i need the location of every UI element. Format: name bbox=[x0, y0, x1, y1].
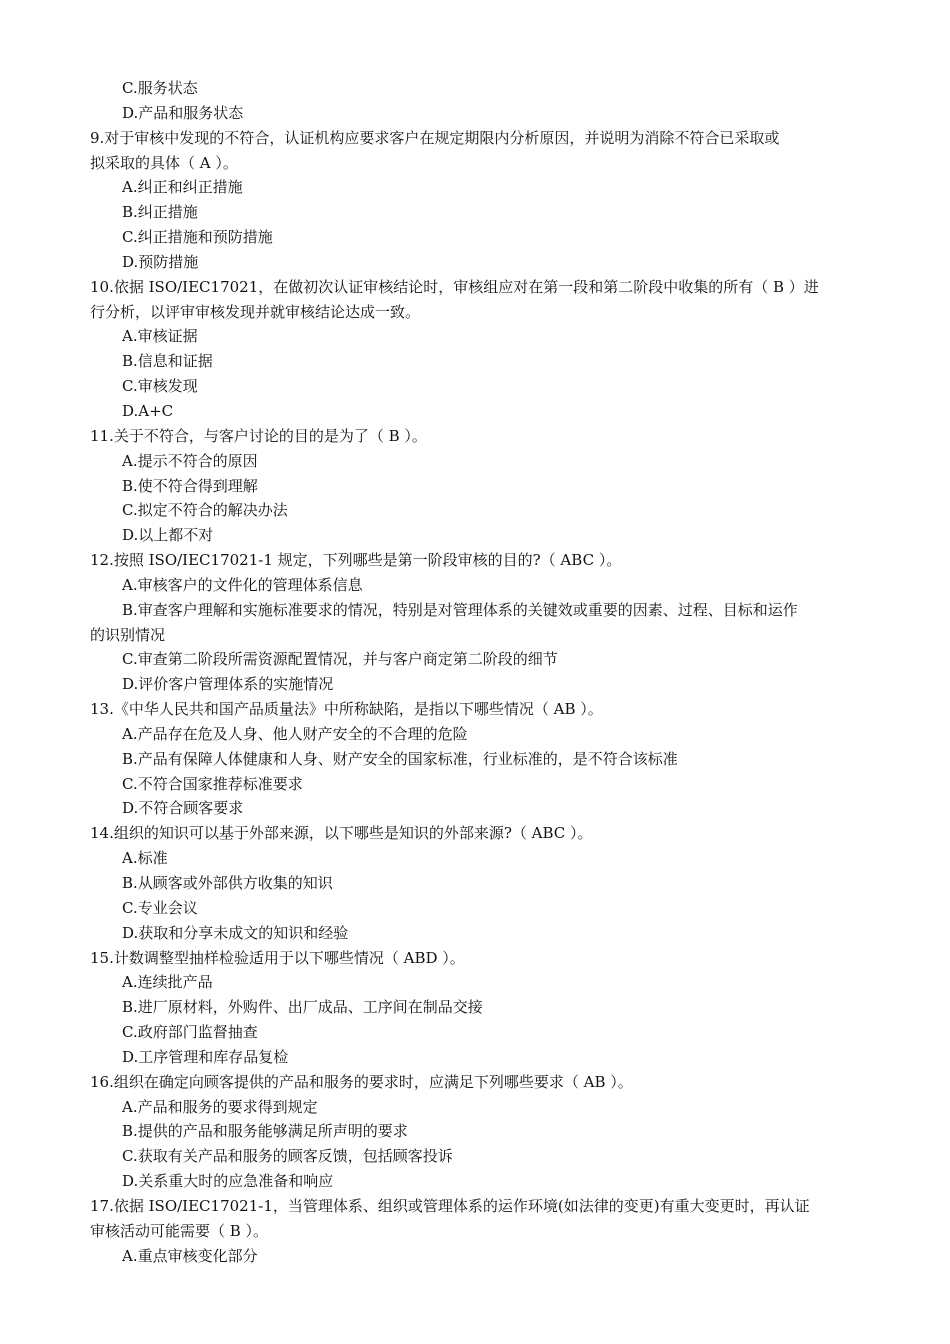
answer-option: D.以上都不对 bbox=[122, 526, 214, 545]
answer-option: A.连续批产品 bbox=[122, 973, 213, 992]
answer-option: D.产品和服务状态 bbox=[122, 103, 244, 122]
answer-option: D.预防措施 bbox=[122, 252, 199, 271]
question-text: 16.组织在确定向顾客提供的产品和服务的要求时，应满足下列哪些要求（ AB ）。 bbox=[90, 1072, 633, 1091]
answer-option: C.审查第二阶段所需资源配置情况，并与客户商定第二阶段的细节 bbox=[122, 650, 558, 669]
answer-option: B.使不符合得到理解 bbox=[122, 476, 258, 495]
answer-option: A.产品存在危及人身、他人财产安全的不合理的危险 bbox=[122, 724, 468, 743]
question-text: 15.计数调整型抽样检验适用于以下哪些情况（ ABD ）。 bbox=[90, 948, 465, 967]
answer-option: D.工序管理和库存品复检 bbox=[122, 1047, 289, 1066]
answer-option: D.A+C bbox=[122, 401, 174, 420]
question-text-continued: 行分析，以评审审核发现并就审核结论达成一致。 bbox=[90, 302, 421, 321]
question-text-continued: 拟采取的具体（ A ）。 bbox=[90, 153, 238, 172]
answer-option: B.纠正措施 bbox=[122, 203, 198, 222]
question-text: 11.关于不符合，与客户讨论的目的是为了（ B ）。 bbox=[90, 426, 427, 445]
question-list bbox=[90, 76, 862, 1269]
answer-option: A.纠正和纠正措施 bbox=[122, 178, 243, 197]
answer-option: C.服务状态 bbox=[122, 79, 198, 97]
answer-option: C.纠正措施和预防措施 bbox=[122, 228, 273, 247]
question-text: 13.《中华人民共和国产品质量法》中所称缺陷，是指以下哪些情况（ AB ）。 bbox=[90, 700, 603, 719]
question-text: 10.依据 ISO/IEC17021，在做初次认证审核结论时，审核组应对在第一段和第二阶段中收集的所有（ B ）进 bbox=[90, 277, 819, 296]
answer-option: A.提示不符合的原因 bbox=[122, 451, 258, 470]
answer-option: D.获取和分享未成文的知识和经验 bbox=[122, 923, 349, 942]
answer-option: C.审核发现 bbox=[122, 377, 198, 396]
question-text: 12.按照 ISO/IEC17021-1 规定，下列哪些是第一阶段审核的目的?（ ABC ）。 bbox=[90, 551, 622, 570]
question-text-continued: 的识别情况 bbox=[90, 625, 166, 644]
answer-option: D.评价客户管理体系的实施情况 bbox=[122, 675, 334, 694]
answer-option: D.关系重大时的应急准备和响应 bbox=[122, 1172, 334, 1191]
answer-option: B.产品有保障人体健康和人身、财产安全的国家标准，行业标准的，是不符合该标准 bbox=[122, 749, 678, 768]
answer-option: B.审查客户理解和实施标准要求的情况，特别是对管理体系的关键效或重要的因素、过程、目标和运作 bbox=[122, 600, 798, 619]
question-text-continued: 审核活动可能需要（ B ）。 bbox=[90, 1221, 269, 1240]
answer-option: A.重点审核变化部分 bbox=[122, 1246, 258, 1265]
question-text: 17.依据 ISO/IEC17021-1，当管理体系、组织或管理体系的运作环境(如法律的变更)有重大变更时，再认证 bbox=[90, 1196, 810, 1215]
answer-option: A.产品和服务的要求得到规定 bbox=[122, 1097, 318, 1116]
answer-option: B.信息和证据 bbox=[122, 352, 213, 371]
answer-option: C.专业会议 bbox=[122, 898, 198, 917]
question-text: 9.对于审核中发现的不符合，认证机构应要求客户在规定期限内分析原因，并说明为消除不符合已采取或 bbox=[90, 128, 780, 147]
answer-option: A.标准 bbox=[122, 849, 168, 868]
answer-option: A.审核客户的文件化的管理体系信息 bbox=[122, 575, 363, 594]
answer-option: B.从顾客或外部供方收集的知识 bbox=[122, 874, 333, 892]
answer-option: C.拟定不符合的解决办法 bbox=[122, 501, 288, 520]
answer-option: D.不符合顾客要求 bbox=[122, 799, 244, 818]
answer-option: B.提供的产品和服务能够满足所声明的要求 bbox=[122, 1122, 408, 1141]
answer-option: C.政府部门监督抽查 bbox=[122, 1023, 258, 1042]
answer-option: B.进厂原材料，外购件、出厂成品、工序间在制品交接 bbox=[122, 998, 483, 1017]
answer-option: C.不符合国家推荐标准要求 bbox=[122, 774, 303, 793]
question-text: 14.组织的知识可以基于外部来源，以下哪些是知识的外部来源?（ ABC ）。 bbox=[90, 824, 593, 843]
answer-option: A.审核证据 bbox=[122, 327, 198, 346]
answer-option: C.获取有关产品和服务的顾客反馈，包括顾客投诉 bbox=[122, 1147, 453, 1166]
